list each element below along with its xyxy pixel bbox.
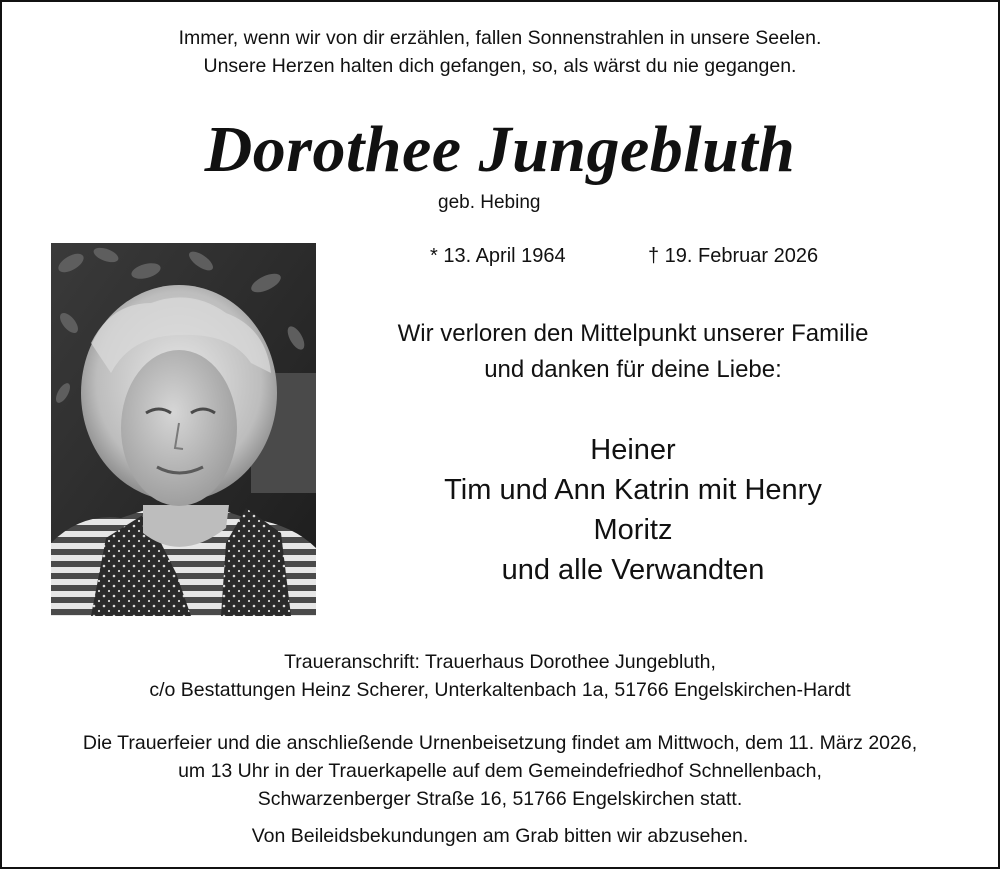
birth-date: * 13. April 1964 xyxy=(430,245,566,267)
portrait-photo xyxy=(51,243,316,616)
service-line-1: Die Trauerfeier und die anschließende Urnenbeisetzung findet am Mittwoch, dem 11. März 2026, xyxy=(82,732,918,754)
mourner-3: Moritz xyxy=(593,514,673,546)
mourning-address-line-2: c/o Bestattungen Heinz Scherer, Unterkaltenbach 1a, 51766 Engelskirchen-Hardt xyxy=(149,679,851,701)
condolence-note: Von Beileidsbekundungen am Grab bitten wir abzusehen. xyxy=(251,825,749,847)
mourner-4: und alle Verwandten xyxy=(501,554,765,586)
mourner-1: Heiner xyxy=(590,434,676,466)
motto-line-1: Immer, wenn wir von dir erzählen, fallen Sonnenstrahlen in unsere Seelen. xyxy=(178,27,822,49)
farewell-line-2: und danken für deine Liebe: xyxy=(484,356,782,383)
deceased-name: Dorothee Jungebluth xyxy=(204,113,796,186)
death-date: † 19. Februar 2026 xyxy=(648,245,819,267)
mourning-address-line-1: Traueranschrift: Trauerhaus Dorothee Jungebluth, xyxy=(284,651,716,673)
mourner-2: Tim und Ann Katrin mit Henry xyxy=(444,474,822,506)
service-line-3: Schwarzenberger Straße 16, 51766 Engelskirchen statt. xyxy=(257,788,743,810)
motto-line-2: Unsere Herzen halten dich gefangen, so, als wärst du nie gegangen. xyxy=(203,55,797,77)
service-line-2: um 13 Uhr in der Trauerkapelle auf dem Gemeindefriedhof Schnellenbach, xyxy=(178,760,822,782)
farewell-line-1: Wir verloren den Mittelpunkt unserer Familie xyxy=(397,320,869,347)
maiden-name: geb. Hebing xyxy=(438,192,541,213)
